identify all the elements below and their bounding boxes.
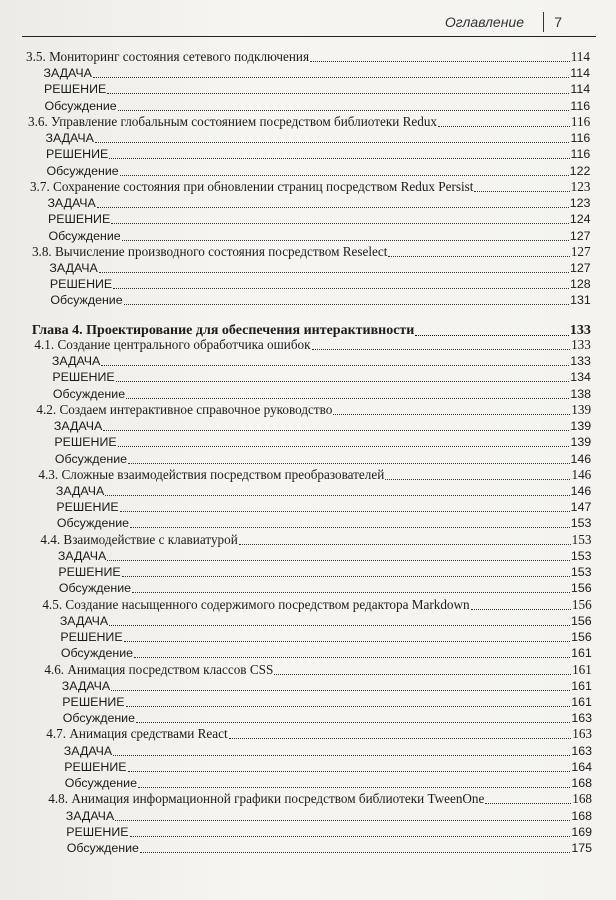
toc-page-number: 153 <box>570 548 592 563</box>
dot-leader <box>115 820 570 821</box>
toc-label: 3.7. Сохранение состояния при обновлении страниц посредством Redux Persist <box>29 178 474 194</box>
dot-leader <box>130 527 570 528</box>
toc-label: 4.1. Создание центрального обработчика ошибок <box>34 336 311 352</box>
dot-leader <box>128 771 571 772</box>
toc-section <box>36 402 591 418</box>
toc-label: Обсуждение <box>60 646 134 661</box>
toc-label: РЕШЕНИЕ <box>58 565 121 580</box>
toc-entry <box>58 564 591 580</box>
toc-page-number: 127 <box>570 243 591 259</box>
toc-entry <box>48 228 590 244</box>
dot-leader <box>126 706 571 707</box>
toc-page-number: 116 <box>570 147 591 162</box>
toc-page-number: 153 <box>571 531 592 547</box>
dot-leader <box>107 93 569 94</box>
dot-leader <box>113 755 570 756</box>
toc-section <box>44 662 592 678</box>
toc-section <box>30 179 590 195</box>
dot-leader <box>120 511 570 512</box>
toc-page-number: 163 <box>571 743 592 758</box>
toc-entry <box>67 840 592 856</box>
toc-page-number: 146 <box>570 451 592 466</box>
toc-entry <box>60 629 591 645</box>
toc-label: ЗАДАЧА <box>61 678 111 693</box>
toc-label: 3.5. Мониторинг состояния сетевого подключения <box>26 49 310 64</box>
toc-entry <box>43 65 590 81</box>
toc-label: 4.2. Создаем интерактивное справочное руководство <box>36 401 333 417</box>
dot-leader <box>109 158 569 159</box>
toc-section <box>48 791 592 807</box>
toc-page-number: 168 <box>571 808 592 823</box>
toc-label: 4.4. Взаимодействие с клавиатурой <box>40 531 238 547</box>
toc-entry <box>52 369 591 385</box>
toc-entry <box>64 743 592 759</box>
toc-entry <box>48 211 591 227</box>
dot-leader <box>97 207 569 208</box>
toc-entry <box>66 808 592 824</box>
toc-label: ЗАДАЧА <box>65 808 115 823</box>
toc-entry <box>49 260 590 276</box>
toc-label: ЗАДАЧА <box>49 260 98 275</box>
dot-leader <box>116 381 570 382</box>
toc-label: Обсуждение <box>46 163 119 178</box>
toc-label: ЗАДАЧА <box>63 743 113 758</box>
toc-page-number: 133 <box>569 322 591 338</box>
toc-page-number: 156 <box>571 596 592 612</box>
toc-label: ЗАДАЧА <box>59 613 109 628</box>
toc-entry <box>62 678 592 694</box>
dot-leader <box>471 609 571 610</box>
toc-page-number: 114 <box>570 82 591 97</box>
toc-label: Обсуждение <box>48 228 121 243</box>
toc-page-number: 123 <box>570 178 591 194</box>
toc-entry <box>65 775 592 791</box>
toc-page-number: 161 <box>571 694 592 709</box>
dot-leader <box>93 77 569 78</box>
dot-leader <box>111 223 569 224</box>
toc-page-number: 114 <box>570 49 590 64</box>
toc-entry <box>63 710 592 726</box>
toc-entry <box>50 276 591 292</box>
toc-label: Обсуждение <box>62 711 135 726</box>
toc-page-number: 156 <box>571 630 592 645</box>
dot-leader <box>130 836 571 837</box>
toc-page-number: 116 <box>570 131 591 146</box>
toc-label: ЗАДАЧА <box>57 548 107 563</box>
toc-entry <box>47 195 590 211</box>
toc-label: РЕШЕНИЕ <box>66 824 129 839</box>
toc-page-number: 168 <box>571 776 592 791</box>
toc-entry <box>44 98 590 114</box>
toc-page-number: 164 <box>571 759 592 774</box>
dot-leader <box>485 803 571 804</box>
toc-label: 3.8. Вычисление производного состояния посредством Reselect <box>31 243 388 259</box>
dot-leader <box>140 852 570 853</box>
dot-leader <box>132 592 570 593</box>
toc-entry <box>46 146 590 162</box>
dot-leader <box>103 430 569 431</box>
toc-label: 4.8. Анимация информационной графики посредством библиотеки TweenOne <box>48 791 485 807</box>
dot-leader <box>128 463 569 464</box>
toc-label: РЕШЕНИЕ <box>45 147 109 162</box>
toc-label: Глава 4. Проектирование для обеспечения интерактивности <box>31 322 415 338</box>
dot-leader <box>126 398 569 399</box>
toc-page-number: 139 <box>570 419 592 434</box>
toc-entry <box>54 434 591 450</box>
toc-label: РЕШЕНИЕ <box>62 694 125 709</box>
dot-leader <box>385 479 570 480</box>
toc-label: 4.5. Создание насыщенного содержимого посредством редактора Markdown <box>42 596 470 612</box>
toc-entry <box>61 645 592 661</box>
toc-page-number: 175 <box>571 841 592 856</box>
toc-page-number: 127 <box>569 228 591 243</box>
toc-page-number: 139 <box>571 401 592 417</box>
toc-entry <box>46 163 590 179</box>
dot-leader <box>310 61 570 62</box>
toc-label: ЗАДАЧА <box>55 483 105 498</box>
toc-page-number: 134 <box>570 370 591 385</box>
toc-page-number: 123 <box>569 196 591 211</box>
toc-page-number: 169 <box>571 824 592 839</box>
toc-page-number: 131 <box>570 293 591 308</box>
dot-leader <box>120 175 569 176</box>
toc-entry <box>54 418 591 434</box>
toc-entry <box>52 353 591 369</box>
toc-label: Обсуждение <box>58 581 132 596</box>
toc-label: РЕШЕНИЕ <box>43 82 107 97</box>
toc-label: РЕШЕНИЕ <box>60 630 123 645</box>
toc-section <box>42 597 591 613</box>
dot-leader <box>239 544 571 545</box>
toc-entry <box>56 499 591 515</box>
dot-leader <box>274 674 571 675</box>
toc-label: Обсуждение <box>52 386 126 401</box>
toc-entry <box>57 515 592 531</box>
dot-leader <box>438 126 570 127</box>
dot-leader <box>124 641 570 642</box>
toc-label: ЗАДАЧА <box>47 196 96 211</box>
dot-leader <box>107 560 570 561</box>
toc-label: Обсуждение <box>64 776 137 791</box>
dot-leader <box>118 110 570 111</box>
toc-entry <box>44 81 590 97</box>
dot-leader <box>113 288 569 289</box>
toc-page-number: 163 <box>572 726 592 742</box>
dot-leader <box>99 272 569 273</box>
toc-entry <box>60 613 592 629</box>
toc-section <box>28 114 590 130</box>
toc-page-number: 127 <box>569 260 591 275</box>
toc-page-number: 163 <box>571 711 592 726</box>
dot-leader <box>122 576 570 577</box>
toc-page-number: 147 <box>570 500 592 515</box>
toc-page-number: 156 <box>570 581 592 596</box>
toc-label: Обсуждение <box>56 516 130 531</box>
toc-page-number: 116 <box>570 98 591 113</box>
toc-page-number: 146 <box>570 483 592 498</box>
toc-page-number: 161 <box>572 661 592 677</box>
toc-page-number: 153 <box>570 516 592 531</box>
toc-entry <box>59 580 592 596</box>
dot-leader <box>118 446 570 447</box>
toc-entry <box>64 759 592 775</box>
toc-section <box>34 337 590 353</box>
toc-page-number: 114 <box>570 66 591 81</box>
toc-page-number: 116 <box>570 113 591 129</box>
toc-entry <box>66 824 592 840</box>
toc-page-number: 139 <box>570 435 592 450</box>
page-number: 7 <box>554 14 562 30</box>
toc-page-number: 161 <box>571 646 592 661</box>
toc-label: 3.6. Управление глобальным состоянием посредством библиотеки Redux <box>27 113 438 129</box>
dot-leader <box>138 787 570 788</box>
toc-label: РЕШЕНИЕ <box>64 759 127 774</box>
toc-label: Обсуждение <box>54 451 128 466</box>
dot-leader <box>474 191 569 192</box>
dot-leader <box>105 495 569 496</box>
dot-leader <box>111 690 570 691</box>
toc-label: ЗАДАЧА <box>45 131 94 146</box>
dot-leader <box>229 738 572 739</box>
toc-label: Обсуждение <box>66 841 139 856</box>
toc-entry <box>53 386 591 402</box>
toc-page-number: 161 <box>571 678 592 693</box>
toc-label: РЕШЕНИЕ <box>52 370 115 385</box>
dot-leader <box>122 240 569 241</box>
toc-entry <box>55 451 591 467</box>
toc-section <box>32 244 591 260</box>
toc-label: 4.6. Анимация посредством классов CSS <box>44 661 274 677</box>
toc-page-number: 122 <box>569 163 591 178</box>
toc-section <box>26 49 590 65</box>
toc-label: РЕШЕНИЕ <box>49 277 113 292</box>
toc-label: ЗАДАЧА <box>43 66 92 81</box>
toc-entry <box>50 292 590 308</box>
toc-label: Обсуждение <box>50 293 123 308</box>
toc-entry <box>62 694 592 710</box>
toc-label: РЕШЕНИЕ <box>47 212 111 227</box>
toc-page-number: 156 <box>571 613 592 628</box>
toc-label: ЗАДАЧА <box>53 419 103 434</box>
toc-page-number: 168 <box>572 791 592 807</box>
dot-leader <box>101 365 569 366</box>
toc-label: РЕШЕНИЕ <box>56 500 119 515</box>
toc-section <box>38 467 591 483</box>
toc-label: 4.3. Сложные взаимодействия посредством преобразователей <box>38 466 385 482</box>
toc-label: 4.7. Анимация средствами React <box>46 726 228 742</box>
dot-leader <box>312 349 571 350</box>
toc-label: ЗАДАЧА <box>51 354 101 369</box>
toc-page-number: 124 <box>569 212 591 227</box>
dot-leader <box>333 414 570 415</box>
toc-page-number: 146 <box>571 466 592 482</box>
toc-section <box>46 726 592 742</box>
header-title: Оглавление <box>444 14 524 30</box>
toc-entry <box>45 130 590 146</box>
dot-leader <box>95 142 570 143</box>
toc-page-number: 153 <box>570 565 592 580</box>
dot-leader <box>136 722 570 723</box>
toc-entry <box>56 483 591 499</box>
dot-leader <box>388 256 569 257</box>
toc-entry <box>58 548 592 564</box>
toc-page-number: 128 <box>570 277 591 292</box>
dot-leader <box>134 657 570 658</box>
toc-page-number: 133 <box>570 354 591 369</box>
toc-label: Обсуждение <box>44 98 117 113</box>
toc-section <box>40 532 591 548</box>
dot-leader <box>415 335 568 336</box>
toc-page-number: 133 <box>571 336 591 352</box>
dot-leader <box>124 304 569 305</box>
toc-label: РЕШЕНИЕ <box>54 435 117 450</box>
toc-page-number: 138 <box>570 386 591 401</box>
dot-leader <box>109 625 570 626</box>
